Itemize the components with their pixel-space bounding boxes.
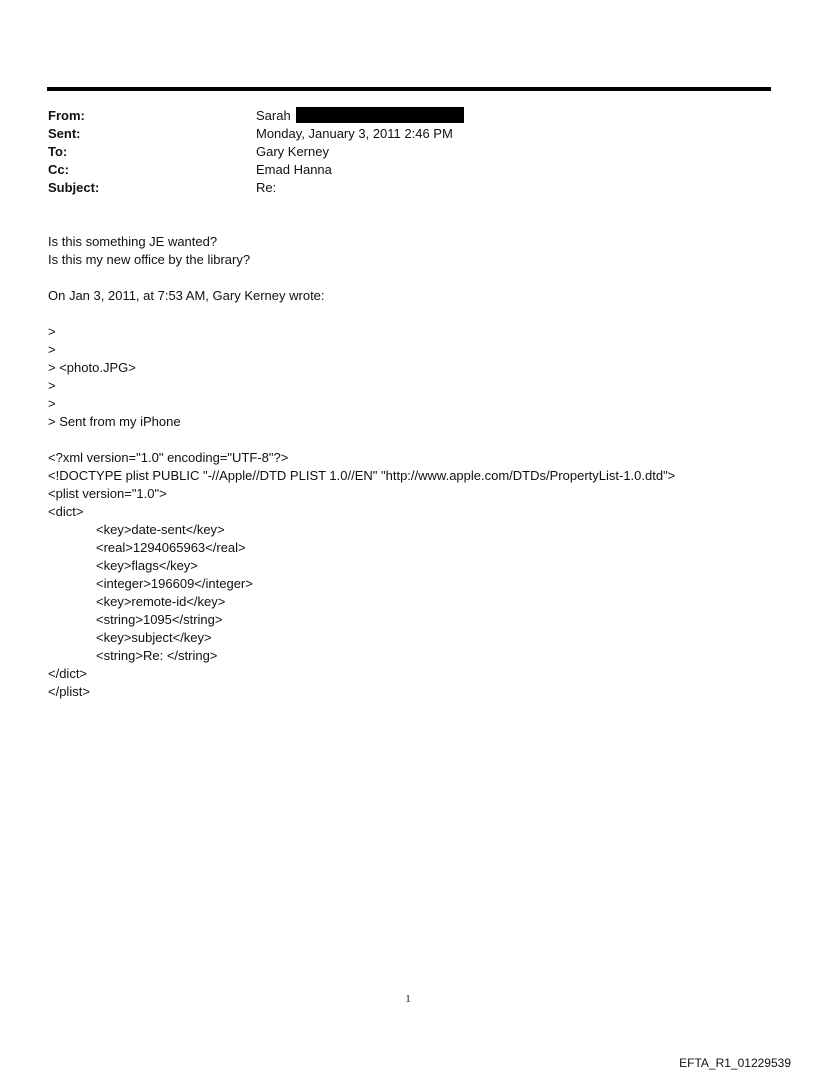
- quoted-line: >: [48, 342, 56, 357]
- xml-line: <string>Re: </string>: [96, 648, 218, 663]
- to-value: Gary Kerney: [256, 144, 329, 159]
- sent-value: Monday, January 3, 2011 2:46 PM: [256, 126, 453, 141]
- from-name: Sarah: [256, 108, 291, 123]
- email-header: [48, 107, 748, 197]
- xml-line: <key>subject</key>: [96, 630, 212, 645]
- xml-line: <!DOCTYPE plist PUBLIC "-//Apple//DTD PLIST 1.0//EN" "http://www.apple.com/DTDs/PropertyList-1.0.dtd">: [48, 468, 676, 483]
- body-line: Is this my new office by the library?: [48, 252, 251, 267]
- sent-row: [48, 125, 748, 143]
- from-row: [48, 107, 748, 125]
- email-body: [48, 233, 778, 701]
- xml-line: <string>1095</string>: [96, 612, 223, 627]
- top-rule: [47, 87, 771, 91]
- cc-row: [48, 161, 748, 179]
- redaction-bar: [296, 107, 464, 123]
- xml-line: <dict>: [48, 504, 84, 519]
- quoted-line: >: [48, 378, 56, 393]
- xml-line: <integer>196609</integer>: [96, 576, 253, 591]
- xml-line: </plist>: [48, 684, 90, 699]
- xml-line: <real>1294065963</real>: [96, 540, 246, 555]
- xml-line: <plist version="1.0">: [48, 486, 167, 501]
- xml-line: <key>remote-id</key>: [96, 594, 226, 609]
- body-line: Is this something JE wanted?: [48, 234, 218, 249]
- quoted-attachment: > <photo.JPG>: [48, 360, 136, 375]
- page-number: 1: [405, 993, 411, 1005]
- xml-line: <key>flags</key>: [96, 558, 198, 573]
- subject-value: Re:: [256, 180, 277, 195]
- to-row: [48, 143, 748, 161]
- quote-intro: On Jan 3, 2011, at 7:53 AM, Gary Kerney wrote:: [48, 288, 325, 303]
- subject-row: [48, 179, 748, 197]
- quoted-line: >: [48, 324, 56, 339]
- from-label: From:: [48, 108, 85, 123]
- xml-line: <key>date-sent</key>: [96, 522, 225, 537]
- document-id: EFTA_R1_01229539: [679, 1056, 791, 1070]
- quoted-signature: > Sent from my iPhone: [48, 414, 181, 429]
- cc-value: Emad Hanna: [256, 162, 332, 177]
- subject-label: Subject:: [48, 180, 100, 195]
- from-value: [256, 107, 464, 125]
- sent-label: Sent:: [48, 126, 81, 141]
- cc-label: Cc:: [48, 162, 69, 177]
- xml-line: <?xml version="1.0" encoding="UTF-8"?>: [48, 450, 289, 465]
- quoted-line: >: [48, 396, 56, 411]
- xml-line: </dict>: [48, 666, 88, 681]
- to-label: To:: [48, 144, 68, 159]
